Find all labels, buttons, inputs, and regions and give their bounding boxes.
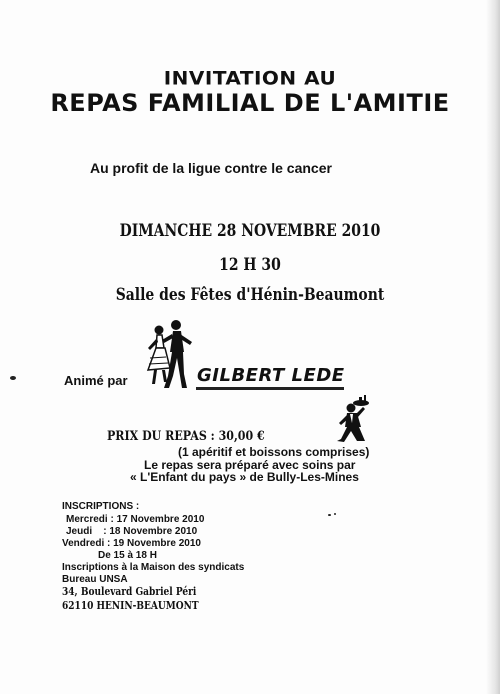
event-date: DIMANCHE 28 NOVEMBRE 2010 [119, 221, 381, 241]
address-city: 62110 HENIN-BEAUMONT [62, 599, 199, 612]
scan-speck [10, 376, 16, 380]
registration-date: Mercredi : 17 Novembre 2010 [66, 514, 205, 525]
registration-date: Jeudi : 18 Novembre 2010 [66, 526, 198, 537]
scan-speck [328, 514, 331, 516]
registration-heading: INSCRIPTIONS : [62, 501, 140, 512]
subtitle: Au profit de la ligue contre le cancer [90, 160, 332, 176]
scan-speck [334, 513, 336, 515]
dancing-couple-icon [140, 318, 198, 390]
price-detail-line: Le repas sera préparé avec soins par [144, 458, 356, 472]
meal-price: PRIX DU REPAS : 30,00 € [107, 429, 265, 444]
registration-hours: De 15 à 18 H [98, 550, 157, 561]
animated-by-label: Animé par [64, 373, 128, 388]
event-time: 12 H 30 [219, 255, 281, 275]
title-line-1: INVITATION AU [163, 66, 337, 90]
performer-underline [196, 387, 344, 390]
registration-date: Vendredi : 19 Novembre 2010 [62, 538, 201, 549]
price-detail-line: (1 apéritif et boissons comprises) [178, 445, 370, 459]
price-detail-line: « L'Enfant du pays » de Bully-Les-Mines [130, 470, 359, 484]
performer-name: GILBERT LEDE [197, 365, 345, 386]
waiter-icon [335, 395, 383, 443]
registration-location: Inscriptions à la Maison des syndicats [62, 562, 245, 573]
event-venue: Salle des Fêtes d'Hénin-Beaumont [115, 285, 385, 305]
title-line-2: REPAS FAMILIAL DE L'AMITIE [50, 89, 450, 117]
registration-office: Bureau UNSA [62, 574, 128, 585]
address-street: 34, Boulevard Gabriel Péri [62, 585, 197, 598]
